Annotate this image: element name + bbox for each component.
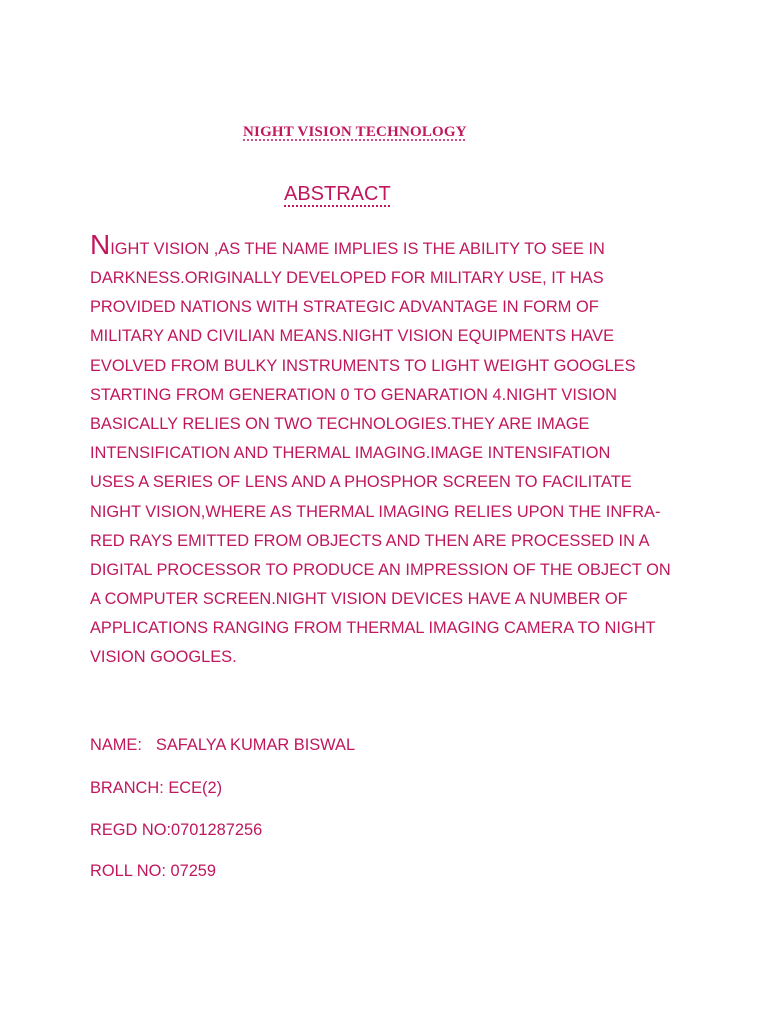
abstract-line: PROVIDED NATIONS WITH STRATEGIC ADVANTAGE IN FORM OF (90, 298, 599, 317)
abstract-line: APPLICATIONS RANGING FROM THERMAL IMAGING CAMERA TO NIGHT (90, 619, 656, 638)
abstract-line: RED RAYS EMITTED FROM OBJECTS AND THEN ARE PROCESSED IN A (90, 531, 650, 550)
abstract-line: DARKNESS.ORIGINALLY DEVELOPED FOR MILITARY USE, IT HAS (90, 269, 604, 287)
abstract-heading: ABSTRACT (284, 183, 391, 205)
abstract-line: DIGITAL PROCESSOR TO PRODUCE AN IMPRESSION OF THE OBJECT ON (90, 560, 671, 579)
student-roll-no: ROLL NO: 07259 (90, 862, 217, 880)
abstract-line-1 (90, 226, 690, 264)
abstract-line: STARTING FROM GENERATION 0 TO GENARATION 4.NIGHT VISION (90, 385, 617, 404)
drop-cap-letter: N (90, 229, 111, 260)
student-regd-no: REGD NO:0701287256 (90, 821, 263, 839)
abstract-line: MILITARY AND CIVILIAN MEANS.NIGHT VISION EQUIPMENTS HAVE (90, 327, 615, 346)
abstract-line: VISION GOOGLES. (90, 648, 237, 667)
abstract-line: A COMPUTER SCREEN.NIGHT VISION DEVICES HAVE A NUMBER OF (90, 590, 628, 609)
abstract-line: NIGHT VISION,WHERE AS THERMAL IMAGING RELIES UPON THE INFRA- (90, 502, 661, 521)
abstract-paragraph (90, 226, 690, 673)
student-name (90, 736, 355, 755)
abstract-line: USES A SERIES OF LENS AND A PHOSPHOR SCREEN TO FACILITATE (90, 473, 632, 492)
student-name-label: NAME: (90, 736, 142, 754)
abstract-line: INTENSIFICATION AND THERMAL IMAGING.IMAGE INTENSIFATION (90, 444, 611, 463)
abstract-line: BASICALLY RELIES ON TWO TECHNOLOGIES.THEY ARE IMAGE (90, 414, 590, 433)
student-branch: BRANCH: ECE(2) (90, 779, 223, 797)
document-title: NIGHT VISION TECHNOLOGY (243, 124, 467, 140)
student-name-value: SAFALYA KUMAR BISWAL (155, 736, 356, 754)
abstract-line: EVOLVED FROM BULKY INSTRUMENTS TO LIGHT WEIGHT GOOGLES (90, 356, 636, 375)
abstract-line-1-text: IGHT VISION ,AS THE NAME IMPLIES IS THE ABILITY TO SEE IN (110, 240, 605, 258)
